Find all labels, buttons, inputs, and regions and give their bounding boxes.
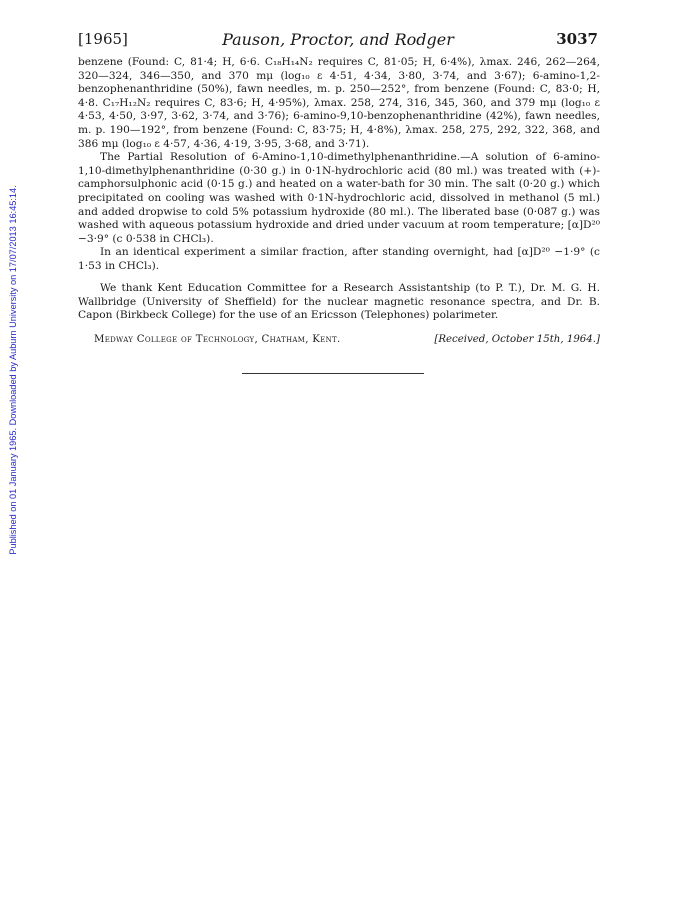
running-header [78,30,598,52]
article-body [78,56,600,274]
paragraph-identical-experiment: In an identical experiment a similar fraction, after standing overnight, had [α]D²⁰ −1·9° (c 1·53 in CHCl₃). [78,246,600,272]
end-rule [242,373,424,374]
paragraph-partial-resolution: The Partial Resolution of 6-Amino-1,10-dimethylphenanthridine.—A solution of 6-amino-1,10-dimethylphenanthridine (0·30 g.) in 0·1N-hydrochloric acid (80 ml.) was treated with (+)-camphorsulphonic acid (0·15 g.) and heated on a water-bath for 30 min. The salt (0·20 g.) which precipitated on cooling was washed with 0·1N-hydrochloric acid, dissolved in methanol (5 ml.) and added dropwise to cold 5% potassium hydroxide (80 ml.). The liberated base (0·087 g.) was washed with aqueous potassium hydroxide and dried under vacuum at room temperature; [α]D²⁰ −3·9° (c 0·538 in CHCl₃). [78,151,600,245]
download-sidebar [6,160,20,580]
paragraph-experimental: benzene (Found: C, 81·4; H, 6·6. C₁₈H₁₄N₂ requires C, 81·05; H, 6·4%), λmax. 246, 262—264, 320—324, 346—350, and 370 mμ (log₁₀ ε 4·51, 4·34, 3·80, 3·74, and 3·67); 6-amino-1,2-benzophenanthridine (50%), fawn needles, m. p. 250—252°, from benzene (Found: C, 83·0; H, 4·8. C₁₇H₁₂N₂ requires C, 83·6; H, 4·95%), λmax. 258, 274, 316, 345, 360, and 379 mμ (log₁₀ ε 4·53, 4·50, 3·97, 3·62, 3·74, and 3·76); 6-amino-9,10-benzophenanthridine (42%), fawn needles, m. p. 190—192°, from benzene (Found: C, 83·75; H, 4·8%), λmax. 258, 275, 292, 322, 368, and 386 mμ (log₁₀ ε 4·57, 4·36, 4·19, 3·95, 3·68, and 3·71). [78,56,600,150]
acknowledgement-text: We thank Kent Education Committee for a Research Assistantship (to P. T.), Dr. M. G. H. Wallbridge (University of Sheffield) for the nuclear magnetic resonance spectra, and Dr. B. Capon (Birkbeck College) for the use of an Ericsson (Telephones) polarimeter. [78,282,600,322]
article-footer [94,334,600,345]
acknowledgement-section [78,282,600,323]
header-authors: Pauson, Proctor, and Rodger [222,30,454,49]
download-notice: Published on 01 January 1965. Downloaded by Auburn University on 17/07/2013 16:45:14. [8,185,18,555]
header-year: [1965] [78,30,128,48]
affiliation: Medway College of Technology, Chatham, Kent. [94,334,341,345]
received-date: [Received, October 15th, 1964.] [434,334,600,345]
header-page-number: 3037 [556,30,598,48]
